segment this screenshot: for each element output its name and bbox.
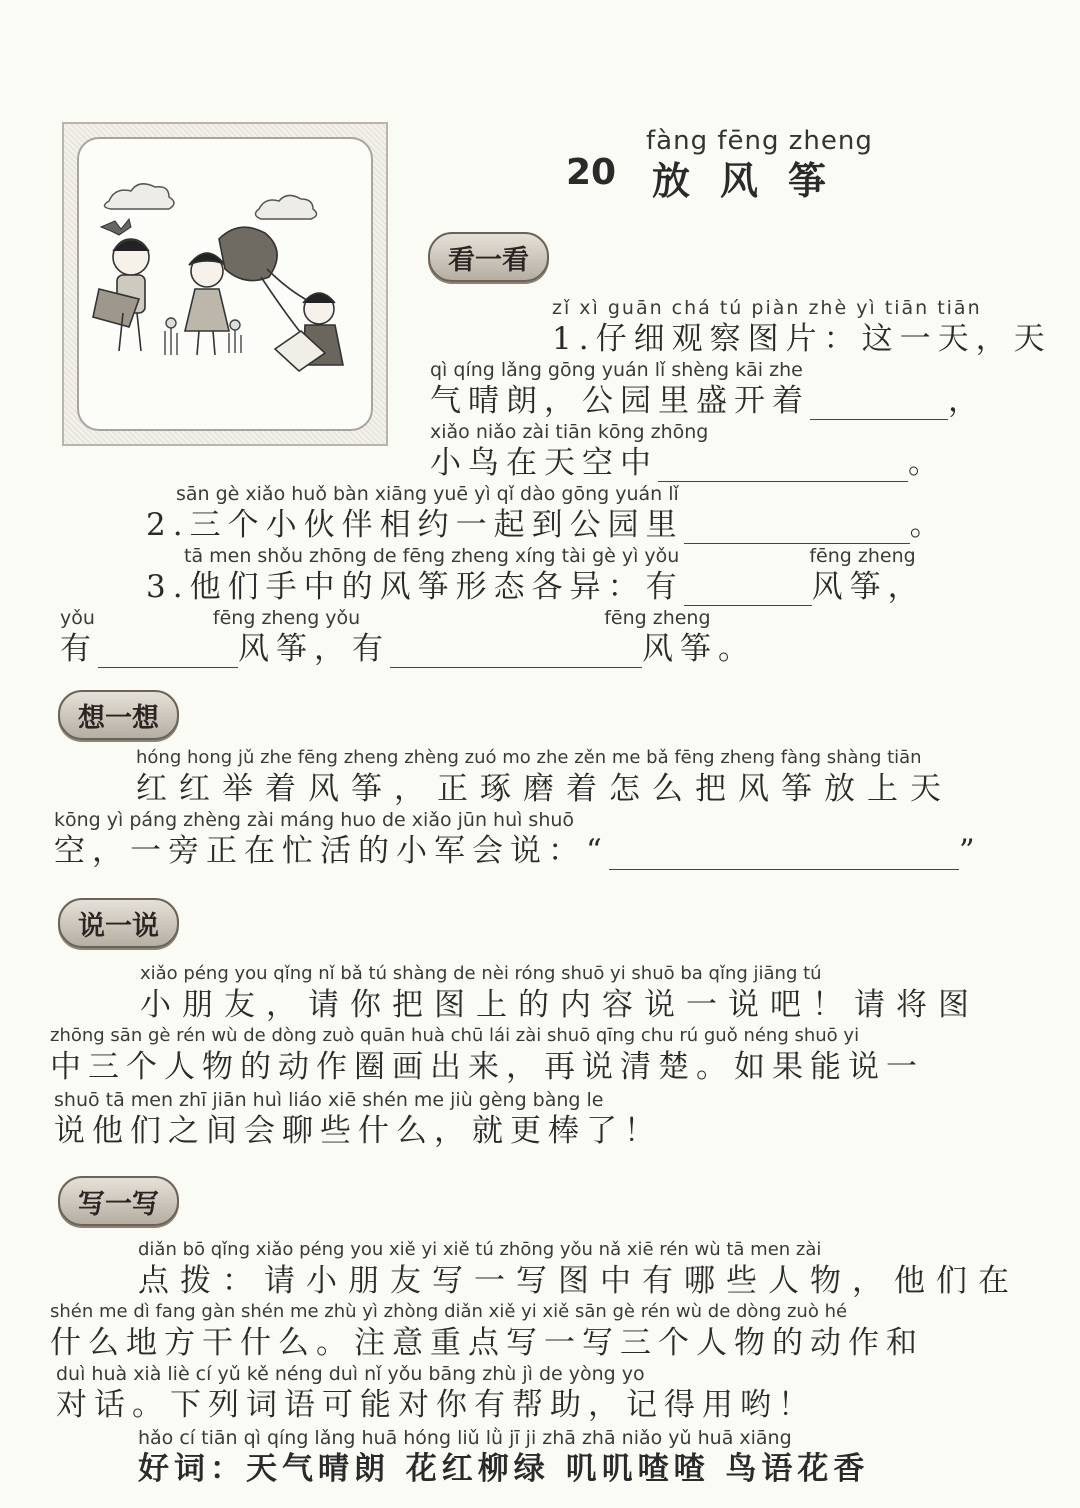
pinyin-row: kōng yì páng zhèng zài máng huo de xiǎo jūn huì shuō [54, 809, 575, 831]
pinyin-row: hóng hong jǔ zhe fēng zheng zhèng zuó mo zhe zěn me bǎ fēng zheng fàng shàng tiān [136, 747, 922, 768]
answer-blank[interactable] [609, 839, 959, 870]
answer-blank[interactable] [684, 575, 812, 606]
bird-icon [101, 219, 131, 235]
text-row: 1.仔细观察图片：这一天，天 [552, 321, 1052, 357]
children-flying-kites-picture [79, 139, 375, 433]
lesson-title: 放风筝 [652, 158, 857, 203]
look-q1-line3 [430, 420, 946, 482]
pinyin-row: xiǎo péng you qǐng nǐ bǎ tú shàng de nèi róng shuō yi shuō ba qǐng jiāng tú [140, 963, 822, 984]
punct: ， [948, 383, 986, 419]
girl-figure [185, 253, 229, 355]
text-row [60, 630, 756, 668]
answer-blank[interactable] [684, 513, 910, 544]
cloud-icon [255, 195, 316, 219]
answer-blank[interactable] [98, 637, 238, 668]
punct: 。 [909, 507, 948, 543]
say-line2 [50, 1024, 924, 1086]
look-q2 [146, 482, 948, 544]
punct: 。 [908, 445, 946, 481]
text: 风筝，有 [238, 631, 390, 667]
text: 有 [60, 631, 98, 667]
look-q1-line2 [430, 358, 986, 420]
pinyin-row [60, 606, 756, 630]
text-row: 对话。下列词语可能对你有帮助，记得用哟！ [56, 1387, 816, 1423]
pinyin-row: duì huà xià liè cí yǔ kě néng duì nǐ yǒu bāng zhù jì de yòng yo [56, 1363, 645, 1385]
look-q3-line1 [146, 544, 926, 606]
boy-figure [93, 239, 149, 351]
section-badge-think: 想一想 [58, 690, 179, 740]
pinyin: yǒu [60, 607, 95, 629]
illustration-frame [77, 137, 373, 431]
answer-blank[interactable] [658, 451, 908, 482]
pinyin-row: diǎn bō qǐng xiǎo péng you xiě yi xiě tú zhōng yǒu nǎ xiē rén wù tā men zài [138, 1239, 822, 1260]
pinyin-row: zhōng sān gè rén wù de dòng zuò quān huà chū lái zài shuō qīng chu rú guǒ néng shuō yi [50, 1025, 860, 1046]
text-row [430, 444, 946, 482]
text: 小鸟在天空中 [430, 445, 658, 481]
lesson-number: 20 [566, 152, 617, 193]
text-row [54, 832, 982, 870]
look-q1-line1 [552, 296, 1052, 358]
title-pinyin: fàng fēng zheng [646, 126, 873, 156]
pinyin-row: xiǎo niǎo zài tiān kōng zhōng [430, 421, 709, 443]
kneeling-boy-figure [275, 293, 343, 371]
think-line2 [54, 808, 982, 870]
text-row: 点拨：请小朋友写一写图中有哪些人物，他们在 [138, 1263, 1020, 1299]
write-line3 [56, 1362, 816, 1424]
think-line1 [136, 746, 953, 808]
write-good-words [138, 1426, 869, 1488]
text: 2.三个小伙伴相约一起到公园里 [146, 507, 684, 543]
pinyin-row: shén me dì fang gàn shén me zhù yì zhòng diǎn xiě yi xiě sān gè rén wù de dòng zuò hé [50, 1301, 848, 1322]
section-badge-say: 说一说 [58, 898, 179, 948]
write-line2 [50, 1300, 924, 1362]
text-row [430, 382, 986, 420]
text-row: 好词：天气晴朗 花红柳绿 叽叽喳喳 鸟语花香 [138, 1451, 870, 1487]
text-row: 小朋友，请你把图上的内容说一说吧！请将图 [140, 987, 980, 1023]
pinyin: tā men shǒu zhōng de fēng zheng xíng tài gè yì yǒu [184, 545, 680, 567]
text: 风筝， [811, 569, 926, 605]
pinyin-row: sān gè xiǎo huǒ bàn xiāng yuē yì qǐ dào gōng yuán lǐ [176, 483, 679, 505]
pinyin-row: shuō tā men zhī jiān huì liáo xiē shén me jiù gèng bàng le [54, 1089, 604, 1111]
text-row [146, 506, 948, 544]
say-line1 [140, 962, 980, 1024]
pinyin-row: hǎo cí tiān qì qíng lǎng huā hóng liǔ lǜ jī ji zhā zhā niǎo yǔ huā xiāng [138, 1427, 792, 1449]
answer-blank[interactable] [810, 389, 948, 420]
section-badge-write: 写一写 [58, 1176, 179, 1226]
pinyin-row [146, 544, 926, 568]
look-q3-line2 [60, 606, 756, 668]
section-badge-look: 看一看 [428, 232, 549, 282]
cloud-icon [104, 184, 174, 209]
text: 3.他们手中的风筝形态各异：有 [146, 569, 684, 605]
text: 气晴朗，公园里盛开着 [430, 383, 810, 419]
text-row [146, 568, 926, 606]
write-line1 [138, 1238, 1020, 1300]
pinyin-row: qì qíng lǎng gōng yuán lǐ shèng kāi zhe [430, 359, 803, 381]
text: 风筝。 [642, 631, 756, 667]
text-row: 说他们之间会聊些什么，就更棒了！ [54, 1113, 662, 1149]
answer-blank[interactable] [390, 637, 642, 668]
kite-flying-illustration [62, 122, 388, 446]
pinyin: fēng zheng [809, 545, 916, 567]
text: 空，一旁正在忙活的小军会说：“ [54, 833, 609, 869]
text-row: 中三个人物的动作圈画出来，再说清楚。如果能说一 [50, 1049, 924, 1085]
pinyin: fēng zheng yǒu [212, 607, 361, 629]
pinyin-row: zǐ xì guān chá tú piàn zhè yì tiān tiān [552, 297, 982, 319]
text-row: 什么地方干什么。注意重点写一写三个人物的动作和 [50, 1325, 924, 1361]
punct: ” [958, 833, 982, 869]
pinyin: fēng zheng [604, 607, 711, 629]
say-line3 [54, 1088, 662, 1150]
text-row: 红红举着风筝，正琢磨着怎么把风筝放上天 [136, 771, 953, 807]
